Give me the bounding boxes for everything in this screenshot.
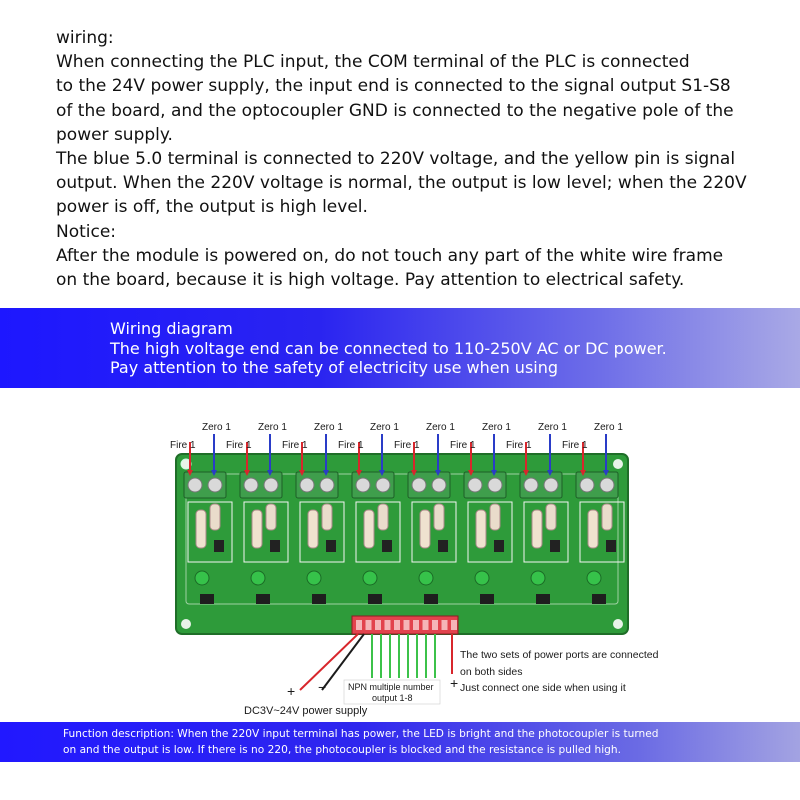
fire-label: Fire 1 <box>338 440 364 451</box>
led <box>475 571 489 585</box>
fire-label: Fire 1 <box>282 440 308 451</box>
transistor <box>438 540 448 552</box>
footer-line: on and the output is low. If there is no 220, the photocoupler is blocked and the resistance is pulled high. <box>63 744 621 756</box>
transistor <box>606 540 616 552</box>
banner-line: Pay attention to the safety of electricity use when using <box>110 358 559 377</box>
header-pin <box>432 620 438 630</box>
resistor <box>308 510 318 548</box>
header-pin <box>385 620 391 630</box>
terminal-screw <box>376 478 390 492</box>
resistor <box>434 504 444 530</box>
annotation-one-side: Just connect one side when using it <box>460 682 626 694</box>
terminal-screw <box>356 478 370 492</box>
footer-line: Function description: When the 220V input terminal has power, the LED is bright and the photocoupler is turned <box>63 728 659 740</box>
resistor <box>490 504 500 530</box>
plus-sign-right: + <box>450 675 459 691</box>
resistor <box>196 510 206 548</box>
intro-line: After the module is powered on, do not touch any part of the white wire frame <box>56 245 724 266</box>
terminal-screw <box>468 478 482 492</box>
terminal-screw <box>580 478 594 492</box>
terminal-screw <box>244 478 258 492</box>
intro-line: to the 24V power supply, the input end is connected to the signal output S1-S8 <box>56 76 731 97</box>
wiring-instructions <box>56 26 776 292</box>
fire-label: Fire 1 <box>562 440 588 451</box>
banner-line: The high voltage end can be connected to 110-250V AC or DC power. <box>110 338 667 358</box>
optocoupler <box>368 594 382 604</box>
intro-line: The blue 5.0 terminal is connected to 220V voltage, and the yellow pin is signal <box>56 149 736 170</box>
annotation-power-ports-cont: on both sides <box>460 666 523 678</box>
optocoupler <box>480 594 494 604</box>
resistor <box>378 504 388 530</box>
transistor <box>270 540 280 552</box>
transistor <box>550 540 560 552</box>
resistor <box>420 510 430 548</box>
intro-line: When connecting the PLC input, the COM terminal of the PLC is connected <box>56 52 690 73</box>
led <box>531 571 545 585</box>
wiring-diagram-banner <box>0 308 800 388</box>
optocoupler <box>200 594 214 604</box>
resistor <box>546 504 556 530</box>
function-description-banner <box>0 722 800 762</box>
header-pin <box>404 620 410 630</box>
resistor <box>266 504 276 530</box>
npn-output-label: NPN multiple number <box>348 682 434 692</box>
mount-hole <box>181 619 191 629</box>
transistor <box>326 540 336 552</box>
intro-line: Notice: <box>56 221 117 242</box>
banner-title: Wiring diagram <box>110 319 233 338</box>
mount-hole <box>613 619 623 629</box>
intro-line: wiring: <box>56 28 114 48</box>
terminal-screw <box>300 478 314 492</box>
optocoupler <box>312 594 326 604</box>
header-pin <box>413 620 419 630</box>
led <box>363 571 377 585</box>
resistor <box>476 510 486 548</box>
zero-label: Zero 1 <box>426 422 455 433</box>
fire-label: Fire 1 <box>170 440 196 451</box>
led <box>587 571 601 585</box>
resistor <box>252 510 262 548</box>
zero-label: Zero 1 <box>594 422 623 433</box>
resistor <box>588 510 598 548</box>
intro-line: output. When the 220V voltage is normal, the output is low level; when the 220V <box>56 173 747 194</box>
intro-line: on the board, because it is high voltage. Pay attention to electrical safety. <box>56 270 685 291</box>
led <box>251 571 265 585</box>
header-pin <box>451 620 457 630</box>
header-pin <box>423 620 429 630</box>
header-pin <box>394 620 400 630</box>
terminal-screw <box>188 478 202 492</box>
led <box>195 571 209 585</box>
fire-label: Fire 1 <box>506 440 532 451</box>
terminal-screw <box>488 478 502 492</box>
intro-line: power is off, the output is high level. <box>56 197 368 218</box>
led <box>419 571 433 585</box>
minus-sign: − <box>318 679 327 695</box>
fire-label: Fire 1 <box>450 440 476 451</box>
npn-output-label-2: output 1-8 <box>372 693 413 703</box>
optocoupler <box>256 594 270 604</box>
terminal-screw <box>600 478 614 492</box>
terminal-screw <box>412 478 426 492</box>
terminal-screw <box>432 478 446 492</box>
header-pin <box>356 620 362 630</box>
resistor <box>364 510 374 548</box>
terminal-screw <box>524 478 538 492</box>
annotation-power-ports: The two sets of power ports are connected <box>460 649 659 661</box>
optocoupler <box>592 594 606 604</box>
fire-label: Fire 1 <box>226 440 252 451</box>
resistor <box>210 504 220 530</box>
resistor <box>602 504 612 530</box>
intro-line: power supply. <box>56 124 173 145</box>
header-pin <box>366 620 372 630</box>
resistor <box>532 510 542 548</box>
zero-label: Zero 1 <box>482 422 511 433</box>
zero-label: Zero 1 <box>370 422 399 433</box>
transistor <box>214 540 224 552</box>
mount-hole <box>613 459 623 469</box>
zero-label: Zero 1 <box>202 422 231 433</box>
intro-line: of the board, and the optocoupler GND is connected to the negative pole of the <box>56 100 734 121</box>
terminal-screw <box>208 478 222 492</box>
optocoupler <box>424 594 438 604</box>
transistor <box>382 540 392 552</box>
terminal-screw <box>544 478 558 492</box>
header-pin <box>442 620 448 630</box>
zero-label: Zero 1 <box>258 422 287 433</box>
plus-sign-left: + <box>287 683 296 699</box>
fire-label: Fire 1 <box>394 440 420 451</box>
led <box>307 571 321 585</box>
zero-label: Zero 1 <box>538 422 567 433</box>
transistor <box>494 540 504 552</box>
power-supply-label: DC3V~24V power supply <box>244 705 368 717</box>
header-pin <box>375 620 381 630</box>
optocoupler <box>536 594 550 604</box>
zero-label: Zero 1 <box>314 422 343 433</box>
board-wiring-diagram <box>0 390 800 720</box>
terminal-screw <box>320 478 334 492</box>
terminal-screw <box>264 478 278 492</box>
resistor <box>322 504 332 530</box>
